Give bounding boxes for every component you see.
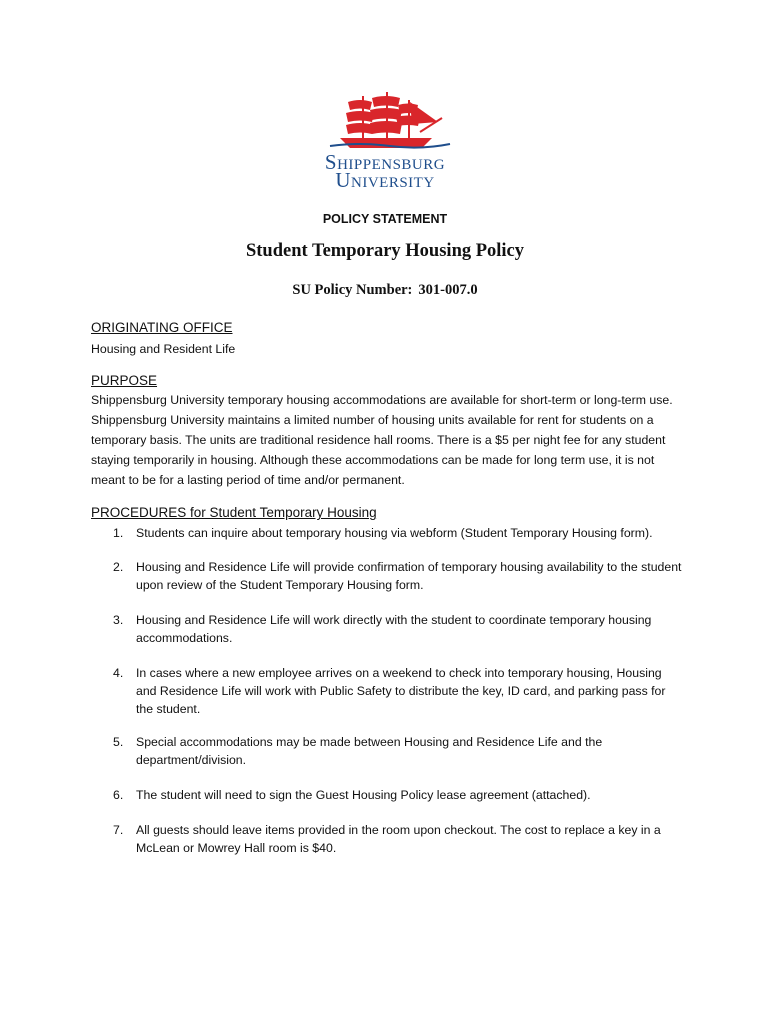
list-item-text: The student will need to sign the Guest Housing Policy lease agreement (attached).: [136, 788, 591, 802]
list-item: [113, 821, 683, 857]
list-item-number: 2.: [113, 560, 124, 574]
list-item-number: 6.: [113, 788, 124, 802]
list-item-text: Special accommodations may be made between Housing and Residence Life and the department/division.: [136, 735, 603, 767]
list-item: [113, 524, 683, 542]
list-item: [113, 611, 683, 647]
policy-number-value: 301-007.0: [418, 282, 478, 298]
list-item-text: Housing and Residence Life will provide confirmation of temporary housing availability to the student upon review of the Student Temporary Housing form.: [136, 560, 682, 592]
university-logo: [300, 88, 470, 196]
logo-wordmark-line1: Shippensburg: [324, 150, 446, 174]
ship-logo-icon: [300, 88, 470, 152]
originating-office-heading: ORIGINATING OFFICE: [91, 320, 233, 335]
procedures-heading: PROCEDURES for Student Temporary Housing: [91, 505, 377, 520]
list-item-number: 7.: [113, 823, 124, 837]
page-title: Student Temporary Housing Policy: [245, 241, 525, 261]
list-item-number: 4.: [113, 666, 124, 680]
policy-number-label: SU Policy Number:: [292, 282, 413, 298]
list-item-text: In cases where a new employee arrives on a weekend to check into temporary housing, Housing and Residence Life will work with Public Safety to distribute the key, ID card, and parking pass for the student.: [136, 666, 666, 716]
list-item-number: 5.: [113, 735, 124, 749]
list-item: [113, 664, 683, 718]
list-item: [113, 733, 683, 769]
policy-number: [0, 282, 770, 299]
list-item-text: Housing and Residence Life will work directly with the student to coordinate temporary housing accommodations.: [136, 613, 652, 645]
list-item-number: 1.: [113, 526, 124, 540]
list-item: [113, 558, 683, 594]
policy-statement-label: POLICY STATEMENT: [322, 212, 448, 226]
originating-office-value: Housing and Resident Life: [91, 342, 236, 356]
list-item-text: All guests should leave items provided in the room upon checkout. The cost to replace a key in a McLean or Mowrey Hall room is $40.: [136, 823, 661, 855]
list-item: [113, 786, 683, 804]
list-item-text: Students can inquire about temporary housing via webform (Student Temporary Housing form).: [136, 526, 653, 540]
logo-wordmark-line2: University: [335, 168, 435, 192]
purpose-heading: PURPOSE: [91, 373, 158, 388]
purpose-text: Shippensburg University temporary housing accommodations are available for short-term or long-term use. Shippensburg University maintains a limited number of housing units available for rent for students on a temporary basis. The units are traditional residence hall rooms. There is a $5 per night fee for any student staying temporarily in housing. Although these accommodations can be made for long term use, it is not meant to be for a lasting period of time and/or permanent.: [91, 393, 673, 487]
list-item-number: 3.: [113, 613, 124, 627]
